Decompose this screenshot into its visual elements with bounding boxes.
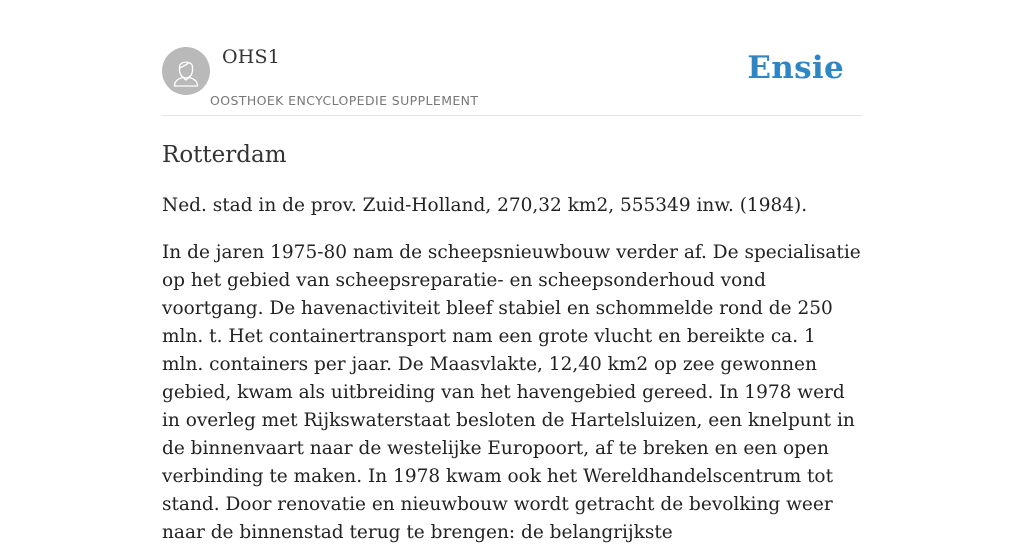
author-name[interactable]: OHS1: [222, 46, 281, 68]
header: [162, 0, 862, 116]
article-paragraph: In de jaren 1975-80 nam de scheepsnieuwbouw verder af. De specialisatie op het gebied van scheepsreparatie- en scheepsonderhoud vond voortgang. De havenactiviteit bleef stabiel en schommelde rond de 250 mln. t. Het containertransport nam een grote vlucht en bereikte ca. 1 mln. containers per jaar. De Maasvlakte, 12,40 km2 op zee gewonnen gebied, kwam als uitbreiding van het havengebied gereed. In 1978 werd in overleg met Rijkswaterstaat besloten de Hartelsluizen, een knelpunt in de binnenvaart naar de westelijke Europoort, af te breken en een open verbinding te maken. In 1978 kwam ook het Wereldhandelscentrum tot stand. Door renovatie en nieuwbouw wordt getracht de bevolking weer naar de binnenstad terug te brengen: de belangrijkste: [162, 242, 861, 543]
article-content: [162, 138, 862, 547]
user-silhouette-icon: [162, 47, 210, 95]
source-label[interactable]: OOSTHOEK ENCYCLOPEDIE SUPPLEMENT: [210, 93, 479, 108]
article-title: Rotterdam: [162, 142, 287, 168]
author-avatar[interactable]: [162, 47, 210, 95]
article-paragraph: Ned. stad in de prov. Zuid-Holland, 270,32 km2, 555349 inw. (1984).: [162, 195, 808, 216]
ensie-logo[interactable]: Ensie: [747, 50, 844, 86]
